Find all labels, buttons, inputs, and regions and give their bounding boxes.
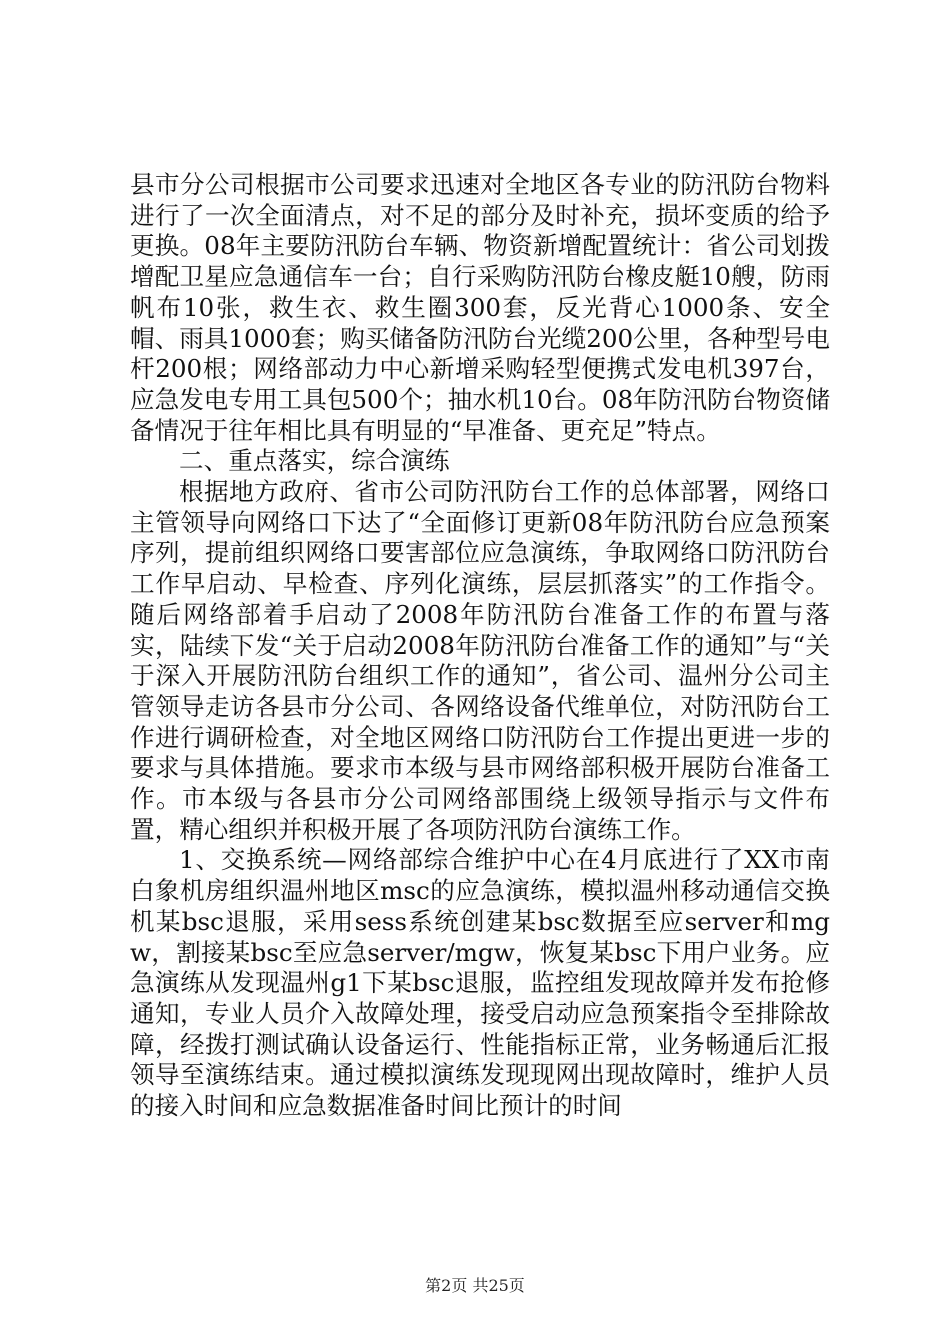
page-number-footer: 第2页 共25页 [425, 1276, 525, 1295]
document-body [130, 170, 830, 1122]
section-heading-2: 二、重点落实，综合演练 [179, 446, 450, 476]
paragraph-supplies: 县市分公司根据市公司要求迅速对全地区各专业的防汛防台物料进行了一次全面清点，对不足的部分及时补充，损坏变质的给予更换。08年主要防汛防台车辆、物资新增配置统计：省公司划拨增配卫星应急通信车一台；自行采购防汛防台橡皮艇10艘，防雨帆布10张，救生衣、救生圈300套，反光背心1000条、安全帽、雨具1000套；购买储备防汛防台光缆200公里，各种型号电杆200根；网络部动力中心新增采购轻型便携式发电机397台，应急发电专用工具包500个；抽水机10台。08年防汛防台物资储备情况于往年相比具有明显的“早准备、更充足”特点。 [130, 170, 830, 445]
paragraph-switching-drill: 1、交换系统—网络部综合维护中心在4月底进行了XX市南白象机房组织温州地区msc的应急演练，模拟温州移动通信交换机某bsc退服，采用sess系统创建某bsc数据至应server和mgw，割接某bsc至应急server/mgw，恢复某bsc下用户业务。应急演练从发现温州g1下某bsc退服，监控组发现故障并发布抢修通知，专业人员介入故障处理，接受启动应急预案指令至排除故障，经拨打测试确认设备运行、性能指标正常，业务畅通后汇报领导至演练结束。通过模拟演练发现现网出现故障时，维护人员的接入时间和应急数据准备时间比预计的时间 [130, 845, 830, 1121]
paragraph-deployment: 根据地方政府、省市公司防汛防台工作的总体部署，网络口主管领导向网络口下达了“全面修订更新08年防汛防台应急预案序列，提前组织网络口要害部位应急演练，争取网络口防汛防台工作早启动、早检查、序列化演练，层层抓落实”的工作指令。随后网络部着手启动了2008年防汛防台准备工作的布置与落实，陆续下发“关于启动2008年防汛防台准备工作的通知”与“关于深入开展防汛防台组织工作的通知”，省公司、温州分公司主管领导走访各县市分公司、各网络设备代维单位，对防汛防台工作进行调研检查，对全地区网络口防汛防台工作提出更进一步的要求与具体措施。要求市本级与县市网络部积极开展防台准备工作。市本级与各县市分公司网络部围绕上级领导指示与文件布置，精心组织并积极开展了各项防汛防台演练工作。 [130, 477, 830, 844]
